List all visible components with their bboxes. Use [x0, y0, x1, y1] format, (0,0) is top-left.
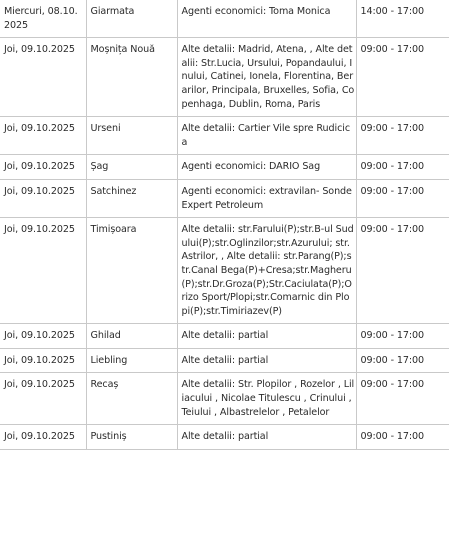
date-cell: Joi, 09.10.2025 — [0, 348, 86, 373]
time-cell: 09:00 - 17:00 — [356, 155, 449, 180]
date-cell: Joi, 09.10.2025 — [0, 218, 86, 324]
location-cell: Moșnița Nouă — [86, 38, 177, 117]
date-cell: Miercuri, 08.10.2025 — [0, 0, 86, 38]
location-cell: Pustiniș — [86, 425, 177, 450]
location-cell: Ghilad — [86, 324, 177, 349]
location-cell: Satchinez — [86, 179, 177, 217]
details-cell: Alte detalii: partial — [177, 348, 356, 373]
time-cell: 09:00 - 17:00 — [356, 324, 449, 349]
details-cell: Alte detalii: Cartier Vile spre Rudicica — [177, 117, 356, 155]
date-cell: Joi, 09.10.2025 — [0, 324, 86, 349]
details-cell: Agenti economici: DARIO Sag — [177, 155, 356, 180]
location-cell: Timișoara — [86, 218, 177, 324]
time-cell: 09:00 - 17:00 — [356, 38, 449, 117]
location-cell: Liebling — [86, 348, 177, 373]
table-row — [0, 324, 449, 349]
table-row — [0, 38, 449, 117]
details-cell: Agenti economici: extravilan- Sonde Expert Petroleum — [177, 179, 356, 217]
table-row — [0, 155, 449, 180]
date-cell: Joi, 09.10.2025 — [0, 373, 86, 425]
time-cell: 09:00 - 17:00 — [356, 117, 449, 155]
details-cell: Alte detalii: partial — [177, 425, 356, 450]
table-row — [0, 373, 449, 425]
details-cell: Alte detalii: str.Farului(P);str.B-ul Sudului(P);str.Oglinzilor;str.Azurului; str.Astrilor, , Alte detalii: str.Parang(P);str.Canal Bega(P)+Cresa;str.Magheru(P);str.Dr.Groza(P);Str.Caciulata(P);Orizo Sport/Plopi;str.Comarnic din Plopi(P);str.Timiriazev(P) — [177, 218, 356, 324]
time-cell: 09:00 - 17:00 — [356, 179, 449, 217]
details-cell: Alte detalii: Str. Plopilor , Rozelor , Liliacului , Nicolae Titulescu , Crinului , Teiului , Albastrelelor , Petalelor — [177, 373, 356, 425]
location-cell: Șag — [86, 155, 177, 180]
time-cell: 09:00 - 17:00 — [356, 348, 449, 373]
details-cell: Alte detalii: Madrid, Atena, , Alte detalii: Str.Lucia, Ursului, Popandaului, Inului, Catinei, Ionela, Florentina, Berarilor, Principala, Bruxelles, Sofia, Copenhaga, Dublin, Roma, Paris — [177, 38, 356, 117]
time-cell: 09:00 - 17:00 — [356, 425, 449, 450]
location-cell: Recaș — [86, 373, 177, 425]
time-cell: 14:00 - 17:00 — [356, 0, 449, 38]
date-cell: Joi, 09.10.2025 — [0, 155, 86, 180]
date-cell: Joi, 09.10.2025 — [0, 179, 86, 217]
table-row — [0, 117, 449, 155]
table-row — [0, 425, 449, 450]
table-row — [0, 179, 449, 217]
date-cell: Joi, 09.10.2025 — [0, 38, 86, 117]
time-cell: 09:00 - 17:00 — [356, 218, 449, 324]
table-row — [0, 348, 449, 373]
time-cell: 09:00 - 17:00 — [356, 373, 449, 425]
location-cell: Urseni — [86, 117, 177, 155]
details-cell: Alte detalii: partial — [177, 324, 356, 349]
date-cell: Joi, 09.10.2025 — [0, 425, 86, 450]
location-cell: Giarmata — [86, 0, 177, 38]
details-cell: Agenti economici: Toma Monica — [177, 0, 356, 38]
table-row — [0, 0, 449, 38]
table-row — [0, 218, 449, 324]
date-cell: Joi, 09.10.2025 — [0, 117, 86, 155]
